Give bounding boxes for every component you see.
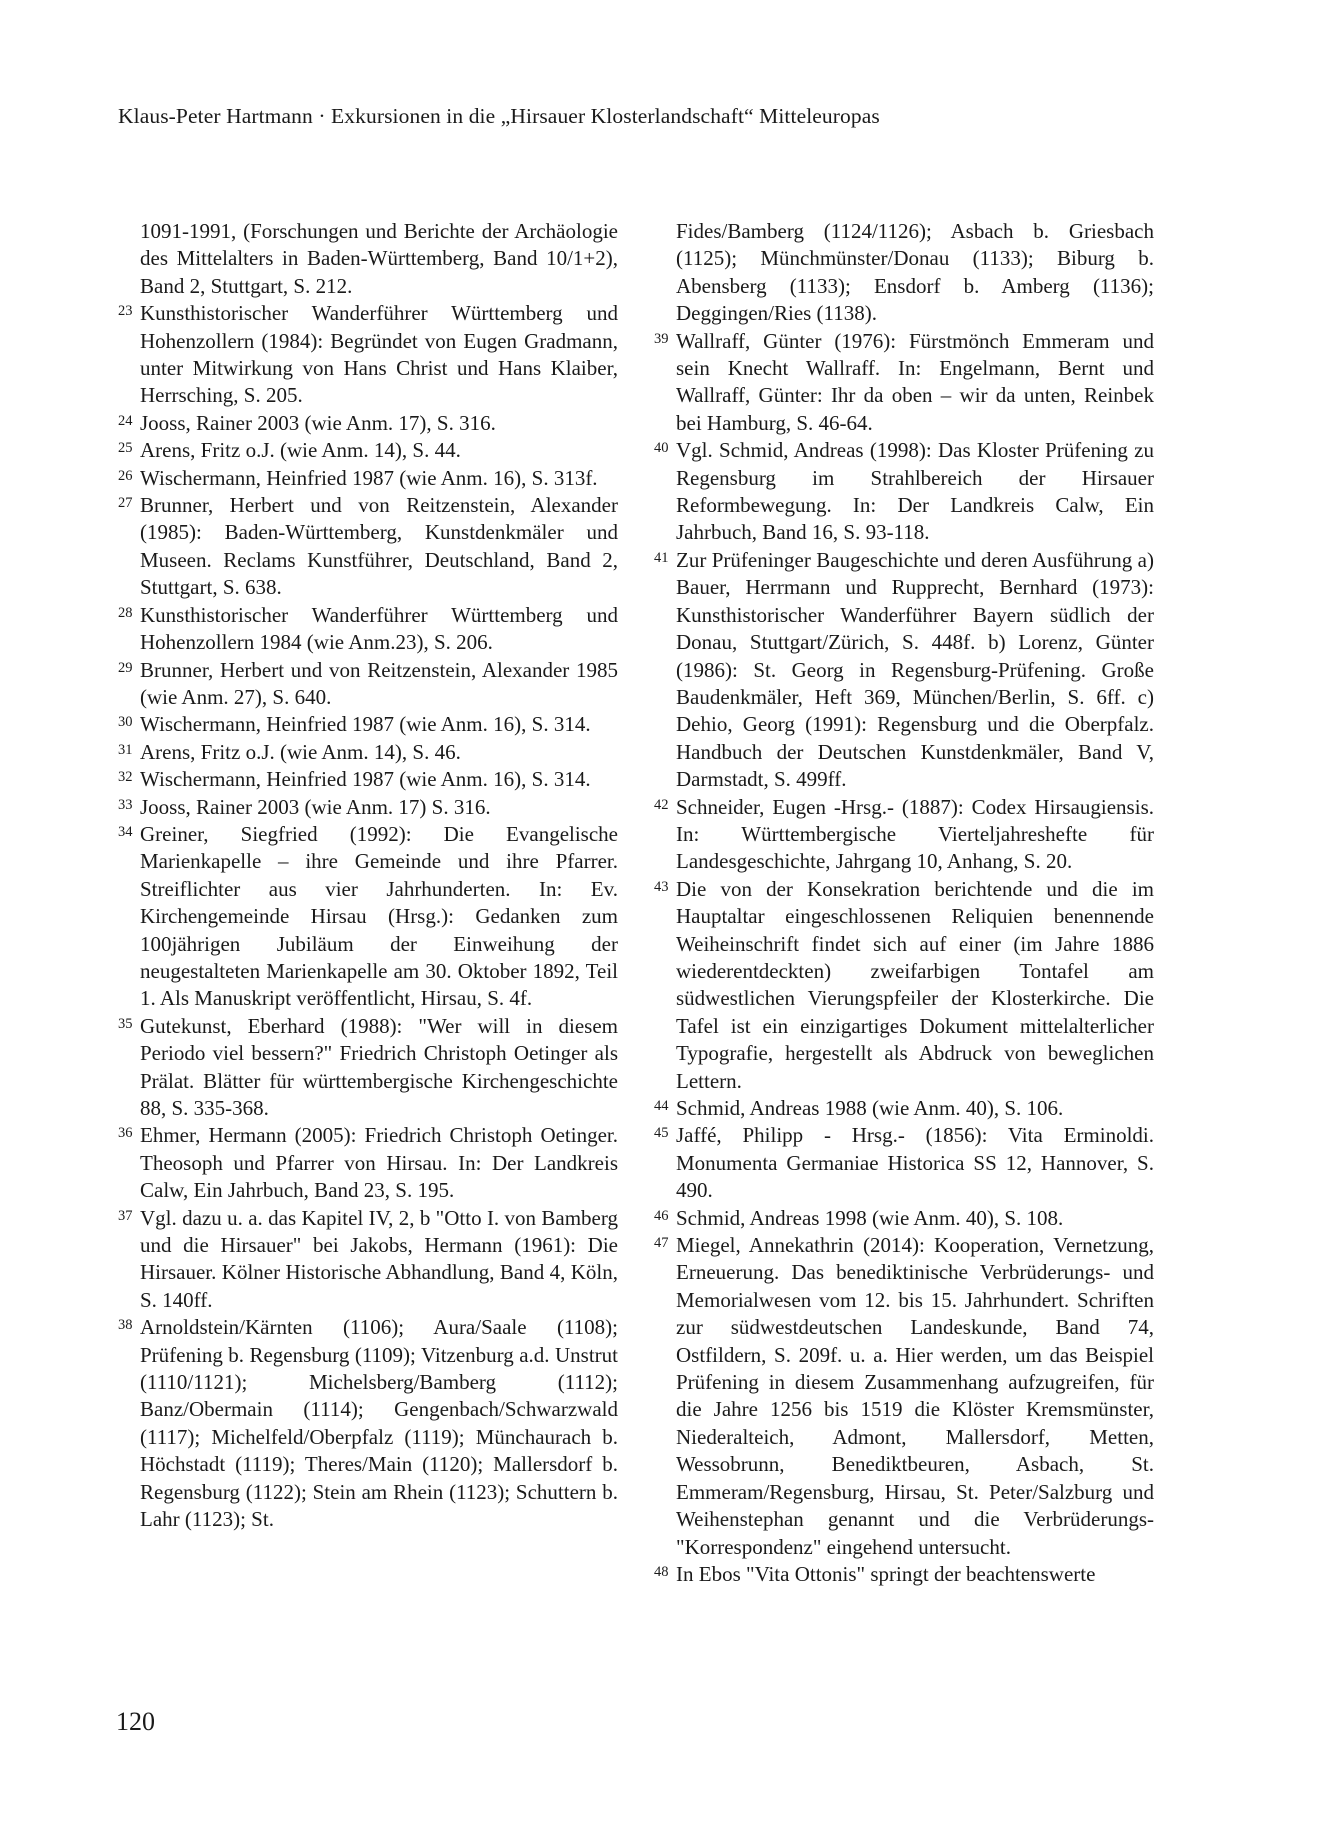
footnote-text: Kunsthistorischer Wanderführer Württemberg und Hohenzollern (1984): Begründet von Eugen Gradmann, unter Mitwirkung von Hans Christ und Hans Klaiber, Herrsching, S. 205. xyxy=(140,301,618,408)
footnote xyxy=(118,1013,618,1123)
footnote xyxy=(118,602,618,657)
footnote-number: 23 xyxy=(118,303,133,320)
footnote-number: 35 xyxy=(118,1015,133,1032)
footnote xyxy=(654,1561,1154,1588)
footnote-number: 26 xyxy=(118,467,133,484)
footnote-number: 45 xyxy=(654,1125,669,1142)
footnote xyxy=(654,1205,1154,1232)
footnote-number: 27 xyxy=(118,495,133,512)
footnote-text: In Ebos "Vita Ottonis" springt der beachtenswerte xyxy=(676,1561,1096,1586)
footnote-number: 24 xyxy=(118,412,133,429)
footnote-number: 38 xyxy=(118,1317,133,1334)
footnote xyxy=(118,711,618,738)
footnote-text: Greiner, Siegfried (1992): Die Evangelische Marienkapelle – ihre Gemeinde und ihre Pfarrer. Streiflichter aus vier Jahrhunderten. In: Ev. Kirchengemeinde Hirsau (Hrsg.): Gedanken zum 100jährigen Jubiläum der Einweihung der neugestalteten Marienkapelle am 30. Oktober 1892, Teil 1. Als Manuskript veröffentlicht, Hirsau, S. 4f. xyxy=(140,821,618,1011)
footnote xyxy=(118,739,618,766)
footnote-text: Schmid, Andreas 1988 (wie Anm. 40), S. 106. xyxy=(676,1096,1064,1120)
footnote-number: 41 xyxy=(654,549,669,566)
footnotes-right-column xyxy=(654,218,1154,1588)
footnote xyxy=(118,465,618,492)
footnote-text: Zur Prüfeninger Baugeschichte und deren Ausführung a) Bauer, Herrmann und Rupprecht, Bernhard (1973): Kunsthistorischer Wanderführer Bayern südlich der Donau, Stuttgart/Zürich, S. 448f. b) Lorenz, Günter (1986): St. Georg in Regensburg-Prüfening. Große Baudenkmäler, Heft 369, München/Berlin, S. 6ff. c) Dehio, Georg (1991): Regensburg und die Oberpfalz. Handbuch der Deutschen Kunstdenkmäler, Band V, Darmstadt, S. 499ff. xyxy=(676,547,1154,792)
footnote-text: Wischermann, Heinfried 1987 (wie Anm. 16), S. 314. xyxy=(140,712,591,737)
footnote-number: 34 xyxy=(118,823,133,840)
footnote-number: 40 xyxy=(654,440,669,457)
footnotes-left-column xyxy=(118,218,618,1534)
footnote xyxy=(654,328,1154,438)
footnote xyxy=(118,766,618,793)
footnote-text: Jaffé, Philipp - Hrsg.- (1856): Vita Erminoldi. Monumenta Germaniae Historica SS 12, Hannover, S. 490. xyxy=(676,1123,1154,1203)
footnote-text: 1091-1991, (Forschungen und Berichte der Archäologie des Mittelalters in Baden-Württemberg, Band 10/1+2), Band 2, Stuttgart, S. 212. xyxy=(140,219,618,298)
footnote xyxy=(654,547,1154,794)
footnote xyxy=(118,1205,618,1315)
footnote xyxy=(654,1232,1154,1561)
footnote xyxy=(118,657,618,712)
footnote-number: 31 xyxy=(118,741,133,758)
footnote xyxy=(654,218,1154,328)
running-header: Klaus-Peter Hartmann · Exkursionen in die „Hirsauer Klosterlandschaft“ Mitteleuropas xyxy=(118,104,880,128)
footnote-text: Schmid, Andreas 1998 (wie Anm. 40), S. 108. xyxy=(676,1205,1064,1230)
footnote-number: 43 xyxy=(654,878,669,895)
footnote-number: 46 xyxy=(654,1207,669,1224)
footnote xyxy=(118,410,618,437)
footnote-number: 39 xyxy=(654,330,669,347)
footnote-number: 37 xyxy=(118,1207,133,1224)
footnote-number: 44 xyxy=(654,1098,669,1114)
footnote xyxy=(118,1122,618,1204)
footnote xyxy=(654,1122,1154,1204)
footnote-text: Brunner, Herbert und von Reitzenstein, Alexander (1985): Baden-Württemberg, Kunstdenkmäler und Museen. Reclams Kunstführer, Deutschland, Band 2, Stuttgart, S. 638. xyxy=(140,493,618,600)
footnote-number: 36 xyxy=(118,1125,133,1142)
footnote-number: 32 xyxy=(118,769,133,786)
footnote-text: Vgl. dazu u. a. das Kapitel IV, 2, b "Otto I. von Bamberg und die Hirsauer" bei Jakobs, Hermann (1961): Die Hirsauer. Kölner Historische Abhandlung, Band 4, Köln, S. 140ff. xyxy=(140,1205,618,1312)
footnote xyxy=(118,437,618,464)
footnote xyxy=(118,218,618,300)
page-number: 120 xyxy=(116,1707,155,1736)
footnote-text: Arens, Fritz o.J. (wie Anm. 14), S. 46. xyxy=(140,739,461,764)
footnote xyxy=(118,821,618,1013)
footnote xyxy=(654,1095,1154,1122)
footnote-number: 28 xyxy=(118,604,133,621)
footnote xyxy=(118,300,618,410)
footnote xyxy=(118,492,618,602)
footnote-number: 33 xyxy=(118,796,133,813)
footnote-text: Gutekunst, Eberhard (1988): "Wer will in diesem Periodo viel bessern?" Friedrich Christoph Oetinger als Prälat. Blätter für württembergische Kirchengeschichte 88, S. 335-368. xyxy=(140,1013,618,1120)
footnote-number: 29 xyxy=(118,659,133,676)
footnote-text: Brunner, Herbert und von Reitzenstein, Alexander 1985 (wie Anm. 27), S. 640. xyxy=(140,657,618,709)
footnote xyxy=(118,1314,618,1533)
footnote xyxy=(654,876,1154,1095)
footnote-text: Wischermann, Heinfried 1987 (wie Anm. 16), S. 313f. xyxy=(140,465,598,490)
footnote-text: Die von der Konsekration berichtende und die im Hauptaltar eingeschlossenen Reliquien benennende Weiheinschrift findet sich auf einer (im Jahre 1886 wiederentdeckten) zweifarbigen Tontafel am südwestlichen Vierungspfeiler der Klosterkirche. Die Tafel ist ein einzigartiges Dokument mittelalterlicher Typografie, hergestellt als Abdruck von beweglichen Lettern. xyxy=(676,876,1154,1093)
footnote-number: 47 xyxy=(654,1235,669,1252)
footnote-text: Schneider, Eugen -Hrsg.- (1887): Codex Hirsaugiensis. In: Württembergische Vierteljahreshefte für Landesgeschichte, Jahrgang 10, Anhang, S. 20. xyxy=(676,794,1154,874)
footnote-text: Arens, Fritz o.J. (wie Anm. 14), S. 44. xyxy=(140,438,461,463)
footnote-number: 30 xyxy=(118,714,133,731)
footnote-text: Miegel, Annekathrin (2014): Kooperation, Vernetzung, Erneuerung. Das benediktinische Verbrüderungs- und Memorialwesen vom 12. bis 15. Jahrhundert. Schriften zur südwestdeutschen Landeskunde, Band 74, Ostfildern, S. 209f. u. a. Hier werden, um das Beispiel Prüfening in diesem Zusammenhang aufzugreifen, für die Jahre 1256 bis 1519 die Klöster Kremsmünster, Niederalteich, Admont, Mallersdorf, Metten, Wessobrunn, Benediktbeuren, Asbach, St. Emmeram/Regensburg, Hirsau, St. Peter/Salzburg und Weihenstephan genannt und die Verbrüderungs-"Korrespondenz" eingehend untersucht. xyxy=(676,1233,1154,1559)
footnote-text: Kunsthistorischer Wanderführer Württemberg und Hohenzollern 1984 (wie Anm.23), S. 206. xyxy=(140,602,618,655)
footnote-number: 48 xyxy=(654,1563,669,1580)
footnote xyxy=(654,794,1154,876)
footnote-text: Wischermann, Heinfried 1987 (wie Anm. 16), S. 314. xyxy=(140,767,591,792)
footnote-text: Fides/Bamberg (1124/1126); Asbach b. Griesbach (1125); Münchmünster/Donau (1133); Biburg b. Abensberg (1133); Ensdorf b. Amberg (1136); Deggingen/Ries (1138). xyxy=(676,219,1154,326)
footnote-text: Jooss, Rainer 2003 (wie Anm. 17), S. 316. xyxy=(140,410,496,435)
footnote-text: Jooss, Rainer 2003 (wie Anm. 17) S. 316. xyxy=(140,794,491,819)
footnote-number: 42 xyxy=(654,796,669,813)
footnote-number: 25 xyxy=(118,440,133,457)
footnote-text: Ehmer, Hermann (2005): Friedrich Christoph Oetinger. Theosoph und Pfarrer von Hirsau. In: Der Landkreis Calw, Ein Jahrbuch, Band 23, S. 195. xyxy=(140,1123,618,1203)
footnote-text: Arnoldstein/Kärnten (1106); Aura/Saale (1108); Prüfening b. Regensburg (1109); Vitzenburg a.d. Unstrut (1110/1121); Michelsberg/Bamberg (1112); Banz/Obermain (1114); Gengenbach/Schwarzwald (1117); Michelfeld/Oberpfalz (1119); Münchaurach b. Höchstadt (1119); Theres/Main (1120); Mallersdorf b. Regensburg (1122); Stein am Rhein (1123); Schuttern b. Lahr (1123); St. xyxy=(140,1315,618,1532)
footnote xyxy=(118,794,618,821)
footnote-text: Vgl. Schmid, Andreas (1998): Das Kloster Prüfening zu Regensburg im Strahlbereich der Hirsauer Reformbewegung. In: Der Landkreis Calw, Ein Jahrbuch, Band 16, S. 93-118. xyxy=(676,438,1154,545)
footnote xyxy=(654,437,1154,547)
footnote-text: Wallraff, Günter (1976): Fürstmönch Emmeram und sein Knecht Wallraff. In: Engelmann, Bernt und Wallraff, Günter: Ihr da oben – wir da unten, Reinbek bei Hamburg, S. 46-64. xyxy=(676,328,1154,435)
